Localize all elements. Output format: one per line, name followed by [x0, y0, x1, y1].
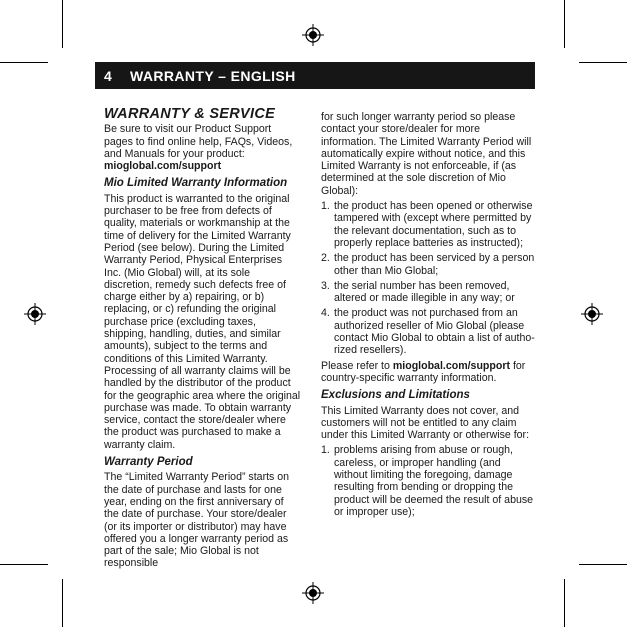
- registration-mark-icon: [302, 24, 324, 46]
- crop-mark: [62, 579, 63, 627]
- crop-mark: [564, 579, 565, 627]
- exclusions-text: This Limited Warranty does not cover, and customers will not be entitled to any claim under this Limited Warranty or otherwise for:: [321, 404, 530, 442]
- list-number: 2.: [321, 252, 330, 265]
- crop-mark: [0, 564, 48, 565]
- list-item: [321, 280, 535, 305]
- limited-warranty-text: This product is warranted to the original purchaser to be free from defects of quality, materials or workmanship at the time of delivery for the Limited Warranty Period (see below). During the Limited Warranty Period, Physical Enterprises Inc. (Mio Global) will, at its sole discretion, remedy such defects free of charge either by a) repairing, or b) replacing, or c) refunding the original purchase price (excluding taxes, shipping, handling, duties, and similar amounts), subject to the terms and conditions of this Limited Warranty. Processing of all warranty claims will be handled by the distributor of the product for the geographic area where the original purchase was made. To obtain warranty service, contact the store/dealer where the product was purchased to make a warranty claim.: [104, 192, 301, 451]
- list-text: the serial number has been removed, altered or made illegible in any way; or: [334, 279, 515, 305]
- warranty-period-text: The “Limited Warranty Period” starts on the date of purchase and lasts for one year, ending on the first anniversary of the date of purchase. Your store/dealer (or its importer or distributor) may have offered you a longer warranty period as part of the sale; Mio Global is not responsible: [104, 471, 290, 570]
- list-number: 4.: [321, 307, 330, 320]
- section-title: WARRANTY & SERVICE: [104, 106, 276, 122]
- exclusions-heading: Exclusions and Limitations: [321, 389, 470, 402]
- left-column: [104, 108, 301, 570]
- page-header: [95, 62, 535, 89]
- crop-mark: [564, 0, 565, 48]
- registration-mark-icon: [302, 582, 324, 604]
- exclusions-list: [321, 444, 535, 518]
- page-title: WARRANTY – ENGLISH: [130, 67, 296, 84]
- list-item: [321, 307, 535, 356]
- page-number: 4: [104, 67, 112, 84]
- crop-mark: [579, 564, 627, 565]
- list-number: 1.: [321, 444, 330, 457]
- registration-mark-icon: [24, 303, 46, 325]
- list-item: [321, 444, 535, 518]
- list-item: [321, 200, 535, 249]
- crop-mark: [62, 0, 63, 48]
- support-link: mioglobal.com/support: [392, 359, 510, 372]
- crop-mark: [0, 62, 48, 63]
- list-number: 3.: [321, 279, 330, 292]
- limited-warranty-heading: Mio Limited Warranty Information: [104, 177, 288, 190]
- refer-suffix: for country-specific warranty information.: [321, 359, 526, 384]
- refer-paragraph: [321, 360, 535, 385]
- right-column: [321, 111, 535, 521]
- list-text: the product has been opened or otherwise tampered with (except where permitted by the relevant documentation, such as to properly replace batteries as instructed);: [334, 200, 533, 249]
- refer-prefix: Please refer to: [321, 359, 390, 372]
- list-text: the product was not purchased from an authorized reseller of Mio Global (please contact Mio Global to obtain a list of autho-rized resellers).: [334, 307, 535, 357]
- support-link: mioglobal.com/support: [104, 160, 222, 173]
- intro-text: Be sure to visit our Product Support pages to find online help, FAQs, Videos, and Manuals for your product:: [104, 123, 293, 160]
- continued-paragraph: for such longer warranty period so please contact your store/dealer for more information. The Limited Warranty Period will automatically expire without notice, and this Limited Warranty is not enforceable, if (as determined at the sole discretion of Mio Global):: [321, 111, 532, 197]
- list-text: problems arising from abuse or rough, careless, or improper handling (and without limiting the foregoing, damage resulting from bending or dropping the product will be deemed the result of abuse or improper use);: [334, 444, 534, 518]
- conditions-list: [321, 200, 535, 357]
- list-number: 1.: [321, 200, 330, 213]
- warranty-period-heading: Warranty Period: [104, 456, 193, 469]
- registration-mark-icon: [581, 303, 603, 325]
- list-text: the product has been serviced by a person other than Mio Global;: [334, 252, 535, 277]
- crop-mark: [579, 62, 627, 63]
- intro-paragraph: [104, 123, 301, 172]
- list-item: [321, 252, 535, 277]
